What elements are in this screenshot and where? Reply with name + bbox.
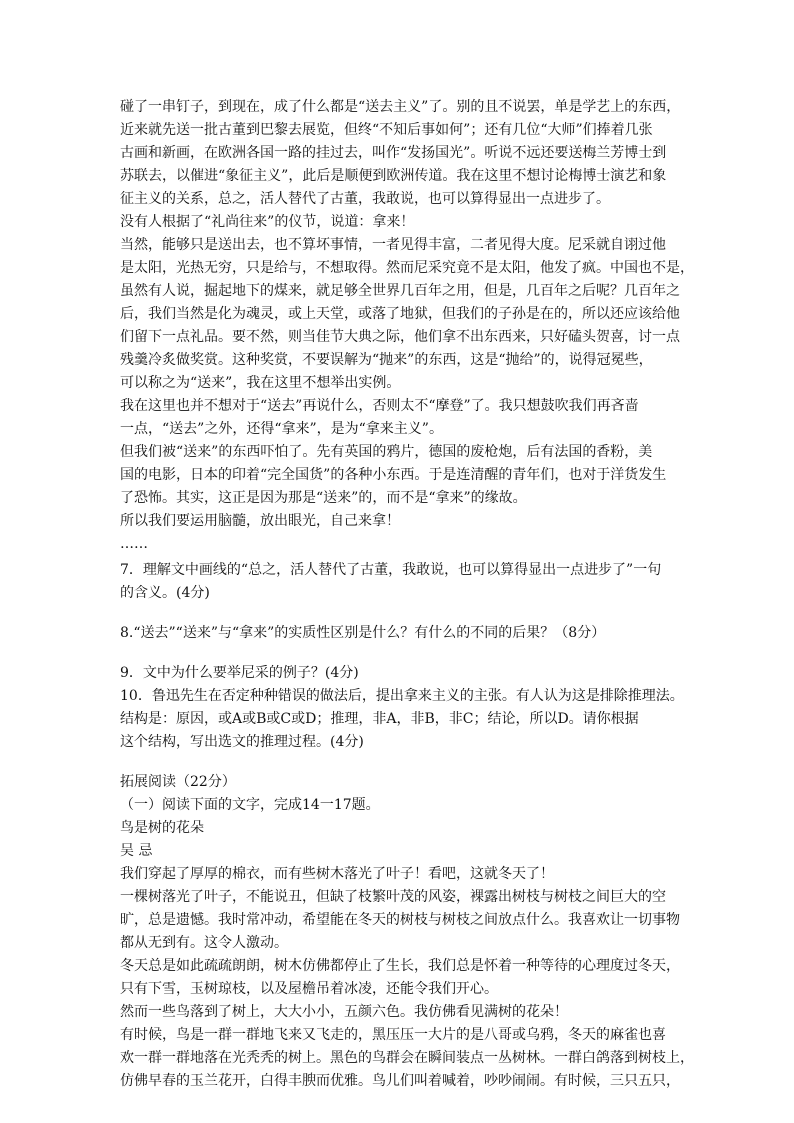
passage-line: 近来就先送一批古董到巴黎去展览，但终“不知后事如何”；还有几位“大师”们捧着几张 bbox=[120, 122, 653, 138]
passage-line: 残羹冷炙做奖赏。这种奖赏，不要误解为“抛来”的东西，这是“抛给”的，说得冠冕些， bbox=[120, 352, 653, 368]
question-10-line1: 10．鲁迅先生在否定种种错误的做法后，提出拿来主义的主张。有人认为这是排除推理法。 bbox=[120, 688, 684, 704]
passage-line: 国的电影，日本的印着“完全国货”的各种小东西。于是连清醒的青年们，也对于洋货发生 bbox=[120, 467, 667, 483]
passage-line: 苏联去，以催进“象征主义”，此后是顺便到欧洲传道。我在这里不想讨论梅博士演艺和象 bbox=[120, 168, 667, 184]
instruction: （一）阅读下面的文字，完成14一17题。 bbox=[120, 797, 380, 813]
question-7-line1: 7．理解文中画线的“总之，活人替代了古董，我敢说，也可以算得显出一点进步了”一句 bbox=[120, 562, 662, 578]
question-10-line2: 结构是：原因，或A或B或C或D；推理，非A，非B，非C；结论，所以D。请你根据 bbox=[120, 711, 639, 727]
article-line: 只有下雪，玉树琼枝，以及屋檐吊着冰凌，还能令我们开心。 bbox=[120, 981, 498, 997]
question-9: 9．文中为什么要举尼采的例子？(4分) bbox=[120, 665, 359, 681]
passage-line: 可以称之为“送来”，我在这里不想举出实例。 bbox=[120, 375, 401, 391]
passage-line: 后，我们当然是化为魂灵，或上天堂，或落了地狱，但我们的子孙是在的，所以还应该给他 bbox=[120, 306, 680, 322]
passage-line: 没有人根据了“礼尚往来”的仪节，说道：拿来！ bbox=[120, 214, 415, 230]
question-10-line3: 这个结构，写出选文的推理过程。(4分) bbox=[120, 734, 364, 750]
passage-line: 了恐怖。其实，这正是因为那是“送来”的，而不是“拿来”的缘故。 bbox=[120, 490, 527, 506]
article-line: 欢一群一群地落在光秃秃的树上。黑色的鸟群会在瞬间装点一丛树林。一群白鸽落到树枝上， bbox=[120, 1050, 694, 1066]
passage-line: 们留下一点礼品。要不然，则当佳节大典之际，他们拿不出东西来，只好磕头贺喜，讨一点 bbox=[120, 329, 680, 345]
section-heading: 拓展阅读（22分） bbox=[120, 774, 236, 790]
article-line: 旷，总是遗憾。我时常冲动，希望能在冬天的树枝与树枝之间放点什么。我喜欢让一切事物 bbox=[120, 912, 680, 928]
article-line: 然而一些鸟落到了树上，大大小小，五颜六色。我仿佛看见满树的花朵！ bbox=[120, 1004, 568, 1020]
passage-line: 虽然有人说，掘起地下的煤来，就足够全世界几百年之用，但是，几百年之后呢？几百年之 bbox=[120, 283, 680, 299]
passage-line: 一点，“送去”之外，还得“拿来”，是为“拿来主义”。 bbox=[120, 421, 443, 437]
passage-line: 当然，能够只是送出去，也不算坏事情，一者见得丰富，二者见得大度。尼采就自诩过他 bbox=[120, 237, 666, 253]
question-8: 8.“送去”“送来”与“拿来”的实质性区别是什么？有什么的不同的后果？（8分） bbox=[120, 625, 606, 641]
passage-line: 但我们被“送来”的东西吓怕了。先有英国的鸦片，德国的废枪炮，后有法国的香粉，美 bbox=[120, 444, 653, 460]
passage-line: 古画和新画，在欧洲各国一路的挂过去，叫作“发扬国光”。听说不远还要送梅兰芳博士到 bbox=[120, 145, 667, 161]
article-title: 鸟是树的花朵 bbox=[120, 820, 204, 836]
article-line: 有时候，鸟是一群一群地飞来又飞走的，黑压压一大片的是八哥或乌鸦，冬天的麻雀也喜 bbox=[120, 1027, 666, 1043]
article-author: 吴 忌 bbox=[120, 843, 153, 859]
question-7-line2: 的含义。(4分) bbox=[120, 585, 210, 601]
passage-line: 所以我们要运用脑髓，放出眼光，自己来拿！ bbox=[120, 513, 400, 529]
article-line: 冬天总是如此疏疏朗朗，树木仿佛都停止了生长，我们总是怀着一种等待的心理度过冬天， bbox=[120, 958, 680, 974]
article-line: 一棵树落光了叶子，不能说丑，但缺了枝繁叶茂的风姿，裸露出树枝与树枝之间巨大的空 bbox=[120, 889, 666, 905]
article-line: 仿佛早春的玉兰花开，白得丰腴而优雅。鸟儿们叫着喊着，吵吵闹闹。有时候，三只五只， bbox=[120, 1073, 680, 1089]
passage-line: …… bbox=[120, 536, 148, 552]
passage-line: 是太阳，光热无穷，只是给与，不想取得。然而尼采究竟不是太阳，他发了疯。中国也不是， bbox=[120, 260, 694, 276]
passage-line: 我在这里也并不想对于“送去”再说什么，否则太不“摩登”了。我只想鼓吹我们再吝啬 bbox=[120, 398, 639, 414]
article-line: 我们穿起了厚厚的棉衣，而有些树木落光了叶子！看吧，这就冬天了！ bbox=[120, 866, 554, 882]
article-line: 都从无到有。这令人激动。 bbox=[120, 935, 288, 951]
passage-line: 碰了一串钉子，到现在，成了什么都是“送去主义”了。别的且不说罢，单是学艺上的东西， bbox=[120, 99, 681, 115]
passage-line: 征主义的关系，总之，活人替代了古董，我敢说，也可以算得显出一点进步了。 bbox=[120, 191, 610, 207]
